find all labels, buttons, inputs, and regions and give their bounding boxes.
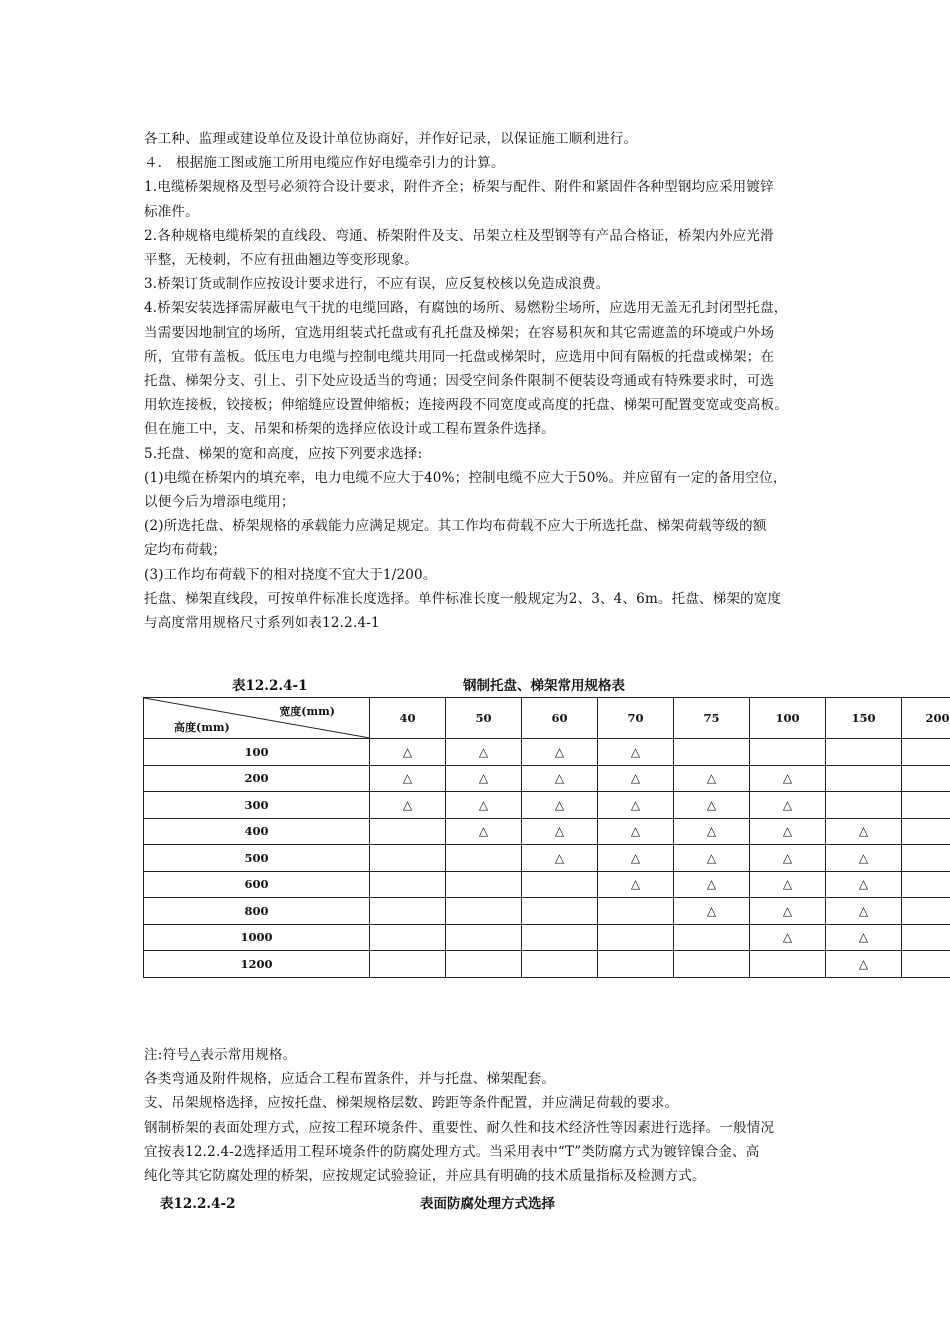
note-line: 钢制桥架的表面处理方式，应按工程环境条件、重要性、耐久性和技术经济性等因素进行选择。一般情况 xyxy=(144,1119,775,1136)
table-row xyxy=(144,924,950,951)
table-row xyxy=(144,845,950,872)
width-header-200: 200 xyxy=(902,698,950,739)
table-row xyxy=(144,898,950,925)
width-header-100: 100 xyxy=(750,698,826,739)
triangle-mark: △ xyxy=(478,771,489,786)
height-label: 100 xyxy=(144,739,370,766)
spec-cell xyxy=(522,818,598,845)
triangle-mark: △ xyxy=(630,744,641,759)
spec-cell xyxy=(370,792,446,819)
paragraph-line: (1)电缆在桥架内的填充率，电力电缆不应大于40%；控制电缆不应大于50%。并应留有一定的备用空位， xyxy=(144,469,787,486)
spec-cell xyxy=(522,898,598,925)
triangle-mark: △ xyxy=(554,824,565,839)
table2-number: 表12.2.4-2 xyxy=(160,1196,236,1212)
table1-number: 表12.2.4-1 xyxy=(232,678,308,694)
spec-cell xyxy=(674,924,750,951)
triangle-mark: △ xyxy=(554,797,565,812)
triangle-mark: △ xyxy=(782,877,793,892)
spec-cell xyxy=(902,739,950,766)
spec-cell xyxy=(598,924,674,951)
note-line: 纯化等其它防腐处理的桥架，应按规定试验验证，并应具有明确的技术质量指标及检测方式。 xyxy=(144,1168,706,1185)
spec-cell xyxy=(446,765,522,792)
paragraph-line: 标准件。 xyxy=(144,203,199,220)
triangle-mark: △ xyxy=(858,877,869,892)
paragraph-line: 用软连接板，铰接板；伸缩缝应设置伸缩板；连接两段不同宽度或高度的托盘、梯架可配置变宽或变高板。 xyxy=(144,397,788,414)
triangle-mark: △ xyxy=(478,744,489,759)
paragraph-line: 与高度常用规格尺寸系列如表12.2.4-1 xyxy=(144,615,380,632)
spec-cell xyxy=(598,951,674,978)
spec-cell xyxy=(826,951,902,978)
paragraph-line: 5.托盘、梯架的宽和高度，应按下列要求选择: xyxy=(144,445,423,462)
spec-cell xyxy=(674,871,750,898)
spec-cell xyxy=(598,792,674,819)
spec-cell xyxy=(674,739,750,766)
spec-cell xyxy=(674,898,750,925)
height-label: 1200 xyxy=(144,951,370,978)
spec-cell xyxy=(598,739,674,766)
spec-cell xyxy=(522,845,598,872)
width-header-70: 70 xyxy=(598,698,674,739)
spec-cell xyxy=(750,845,826,872)
table-row xyxy=(144,739,950,766)
paragraph-line: 但在施工中，支、吊架和桥架的选择应依设计或工程布置条件选择。 xyxy=(144,421,555,438)
width-header-75: 75 xyxy=(674,698,750,739)
spec-cell xyxy=(370,924,446,951)
triangle-mark: △ xyxy=(782,930,793,945)
spec-cell xyxy=(522,871,598,898)
spec-cell xyxy=(446,951,522,978)
spec-cell xyxy=(370,898,446,925)
paragraph-line: 1.电缆桥架规格及型号必须符合设计要求，附件齐全；桥架与配件、附件和紧固件各种型钢均应采用镀锌 xyxy=(144,179,774,196)
triangle-mark: △ xyxy=(554,744,565,759)
table-row xyxy=(144,818,950,845)
spec-cell xyxy=(750,765,826,792)
note-line: 支、吊架规格选择，应按托盘、梯架规格层数、跨距等条件配置，并应满足荷载的要求。 xyxy=(144,1095,679,1112)
spec-cell xyxy=(674,951,750,978)
note-line: 各类弯通及附件规格，应适合工程布置条件，并与托盘、梯架配套。 xyxy=(144,1071,555,1088)
spec-cell xyxy=(598,845,674,872)
table-row xyxy=(144,765,950,792)
spec-cell xyxy=(446,871,522,898)
paragraph-line: (2)所选托盘、桥架规格的承载能力应满足规定。其工作均布荷载不应大于所选托盘、梯架荷载等级的额 xyxy=(144,518,767,535)
height-label: 500 xyxy=(144,845,370,872)
triangle-mark: △ xyxy=(782,824,793,839)
spec-cell xyxy=(370,818,446,845)
spec-cell xyxy=(598,818,674,845)
spec-cell xyxy=(826,739,902,766)
triangle-mark: △ xyxy=(782,771,793,786)
paragraph-line: 所，宜带有盖板。低压电力电缆与控制电缆共用同一托盘或梯架时，应选用中间有隔板的托盘或梯架；在 xyxy=(144,348,775,365)
spec-cell xyxy=(370,739,446,766)
spec-cell xyxy=(370,951,446,978)
paragraph-line: 2.各种规格电缆桥架的直线段、弯通、桥架附件及支、吊架立柱及型钢等有产品合格证，桥架内外应光滑 xyxy=(144,227,774,244)
spec-cell xyxy=(598,871,674,898)
paragraph-line: 当需要因地制宜的场所，宜选用组装式托盘或有孔托盘及梯架；在容易积灰和其它需遮盖的环境或户外场 xyxy=(144,324,775,341)
triangle-mark: △ xyxy=(402,744,413,759)
spec-cell xyxy=(826,924,902,951)
width-header-50: 50 xyxy=(446,698,522,739)
spec-cell xyxy=(826,818,902,845)
triangle-mark: △ xyxy=(706,824,717,839)
table-row xyxy=(144,951,950,978)
triangle-mark: △ xyxy=(630,797,641,812)
spec-cell xyxy=(674,765,750,792)
triangle-mark: △ xyxy=(782,797,793,812)
triangle-mark: △ xyxy=(402,797,413,812)
spec-cell xyxy=(598,765,674,792)
triangle-mark: △ xyxy=(858,903,869,918)
spec-table xyxy=(143,697,950,978)
table2-title: 表面防腐处理方式选择 xyxy=(420,1196,555,1212)
spec-cell xyxy=(446,739,522,766)
spec-cell xyxy=(826,845,902,872)
spec-cell xyxy=(522,765,598,792)
paragraph-line: 平整，无棱刺，不应有扭曲翘边等变形现象。 xyxy=(144,252,418,269)
spec-cell xyxy=(522,792,598,819)
triangle-mark: △ xyxy=(630,771,641,786)
paragraph-line: (3)工作均布荷载下的相对挠度不宜大于1/200。 xyxy=(144,566,437,583)
spec-cell xyxy=(674,818,750,845)
width-header-60: 60 xyxy=(522,698,598,739)
spec-cell xyxy=(522,924,598,951)
spec-cell xyxy=(902,871,950,898)
triangle-mark: △ xyxy=(858,824,869,839)
height-label: 400 xyxy=(144,818,370,845)
spec-cell xyxy=(446,924,522,951)
triangle-mark: △ xyxy=(630,850,641,865)
triangle-mark: △ xyxy=(402,771,413,786)
triangle-mark: △ xyxy=(478,797,489,812)
spec-cell xyxy=(522,739,598,766)
spec-cell xyxy=(522,951,598,978)
triangle-mark: △ xyxy=(554,771,565,786)
spec-cell xyxy=(446,845,522,872)
spec-cell xyxy=(370,765,446,792)
paragraph-line: 托盘、梯架直线段，可按单件标准长度选择。单件标准长度一般规定为2、3、4、6m。托盘、梯架的宽度 xyxy=(144,590,782,607)
paragraph-line: 4.桥架安装选择需屏蔽电气干扰的电缆回路，有腐蚀的场所、易燃粉尘场所，应选用无盖无孔封闭型托盘， xyxy=(144,300,788,317)
table-header-row xyxy=(144,698,950,739)
height-label: 200 xyxy=(144,765,370,792)
width-header-40: 40 xyxy=(370,698,446,739)
table1-title: 钢制托盘、梯架常用规格表 xyxy=(463,678,625,694)
paragraph-line: 托盘、梯架分支、引上、引下处应设适当的弯通；因受空间条件限制不便装设弯通或有特殊要求时，可选 xyxy=(144,373,775,390)
spec-cell xyxy=(674,792,750,819)
table-row xyxy=(144,871,950,898)
spec-cell xyxy=(750,924,826,951)
spec-cell xyxy=(902,924,950,951)
height-label: 600 xyxy=(144,871,370,898)
spec-cell xyxy=(902,845,950,872)
spec-cell xyxy=(446,792,522,819)
spec-cell xyxy=(750,739,826,766)
note-line: 注:符号△表示常用规格。 xyxy=(144,1047,297,1063)
paragraph-line: ４． 根据施工图或施工所用电缆应作好电缆牵引力的计算。 xyxy=(144,155,505,172)
spec-cell xyxy=(826,871,902,898)
spec-cell xyxy=(750,818,826,845)
spec-cell xyxy=(826,898,902,925)
paragraph-line: 以便今后为增添电缆用； xyxy=(144,494,295,511)
corner-height-label: 高度(mm) xyxy=(174,721,230,734)
spec-cell xyxy=(446,818,522,845)
spec-cell xyxy=(370,845,446,872)
paragraph-line: 定均布荷载； xyxy=(144,542,227,559)
triangle-mark: △ xyxy=(478,824,489,839)
triangle-mark: △ xyxy=(630,877,641,892)
note-line: 宜按表12.2.4-2选择适用工程环境条件的防腐处理方式。当采用表中“T”类防腐方式为镀锌镍合金、高 xyxy=(144,1143,760,1160)
triangle-mark: △ xyxy=(554,850,565,865)
spec-cell xyxy=(902,792,950,819)
height-label: 800 xyxy=(144,898,370,925)
spec-cell xyxy=(826,765,902,792)
body-text xyxy=(144,127,824,635)
triangle-mark: △ xyxy=(782,903,793,918)
spec-cell xyxy=(826,792,902,819)
triangle-mark: △ xyxy=(858,956,869,971)
spec-cell xyxy=(674,845,750,872)
triangle-mark: △ xyxy=(706,877,717,892)
spec-cell xyxy=(750,898,826,925)
triangle-mark: △ xyxy=(782,850,793,865)
corner-width-label: 宽度(mm) xyxy=(279,705,335,718)
triangle-mark: △ xyxy=(706,850,717,865)
spec-cell xyxy=(598,898,674,925)
triangle-mark: △ xyxy=(630,824,641,839)
paragraph-line: 3.桥架订货或制作应按设计要求进行，不应有误，应反复校核以免造成浪费。 xyxy=(144,276,610,293)
table-row xyxy=(144,792,950,819)
paragraph-line: 各工种、监理或建设单位及设计单位协商好，并作好记录，以保证施工顺利进行。 xyxy=(144,131,638,147)
spec-cell xyxy=(902,765,950,792)
spec-cell xyxy=(902,951,950,978)
spec-table-wrapper xyxy=(143,697,950,978)
triangle-mark: △ xyxy=(706,771,717,786)
width-header-150: 150 xyxy=(826,698,902,739)
height-label: 1000 xyxy=(144,924,370,951)
triangle-mark: △ xyxy=(706,903,717,918)
triangle-mark: △ xyxy=(858,930,869,945)
spec-cell xyxy=(446,898,522,925)
spec-cell xyxy=(750,871,826,898)
height-label: 300 xyxy=(144,792,370,819)
spec-cell xyxy=(902,818,950,845)
spec-cell xyxy=(902,898,950,925)
notes-text xyxy=(144,1043,824,1188)
spec-cell xyxy=(750,951,826,978)
spec-cell xyxy=(370,871,446,898)
triangle-mark: △ xyxy=(858,850,869,865)
spec-cell xyxy=(750,792,826,819)
triangle-mark: △ xyxy=(706,797,717,812)
table-corner-cell xyxy=(144,698,370,739)
